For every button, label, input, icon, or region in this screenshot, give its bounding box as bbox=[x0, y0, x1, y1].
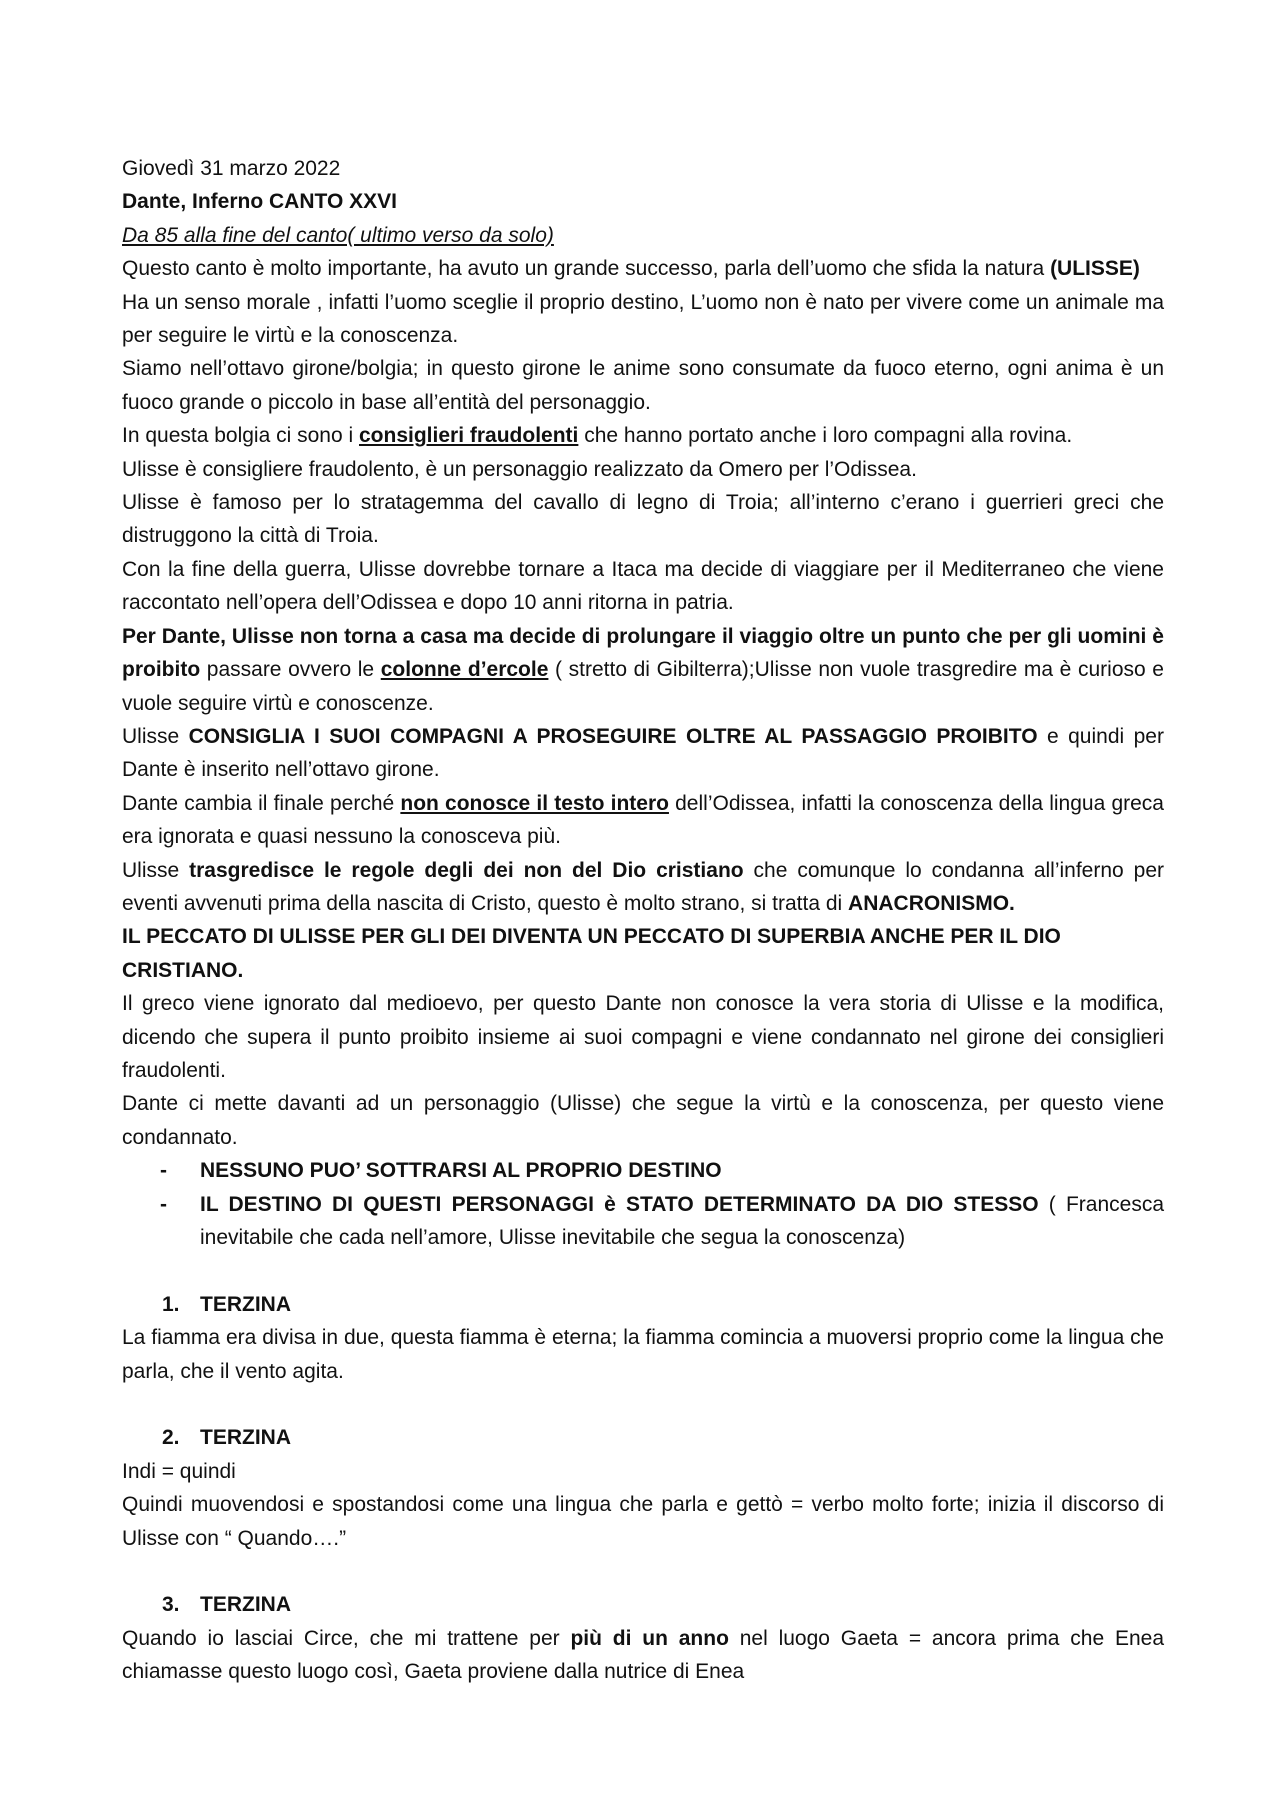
section-label: TERZINA bbox=[200, 1593, 291, 1617]
bold-run: trasgredisce le regole degli dei non del Dio cristiano bbox=[189, 858, 744, 882]
section-number: 3. bbox=[162, 1593, 180, 1617]
bold-underline-run: non conosce il testo intero bbox=[400, 791, 669, 815]
text-run: ( Francesca inevitabile che cada nell’amore, Ulisse inevitabile che segua la conoscenza) bbox=[200, 1192, 1164, 1249]
paragraph-troia: Ulisse è famoso per lo stratagemma del cavallo di legno di Troia; all’interno c’erano i guerrieri greci che distruggono la città di Troia. bbox=[122, 491, 1164, 548]
bold-run: IL DESTINO DI QUESTI PERSONAGGI è STATO DETERMINATO DA DIO STESSO bbox=[200, 1192, 1039, 1216]
paragraph-terzina-1: La fiamma era divisa in due, questa fiamma è eterna; la fiamma comincia a muoversi proprio come la lingua che parla, che il vento agita. bbox=[122, 1326, 1164, 1383]
section-heading-terzina-3 bbox=[122, 1588, 1164, 1621]
bullet-list bbox=[122, 1154, 1164, 1254]
document-subtitle: Da 85 alla fine del canto( ultimo verso da solo) bbox=[122, 223, 554, 247]
section-number: 2. bbox=[162, 1426, 180, 1450]
bold-run: ANACRONISMO. bbox=[848, 891, 1015, 915]
text-run: che comunque lo condanna all’inferno per eventi avvenuti prima della nascita di Cristo, questo è molto strano, si tratta di bbox=[122, 858, 1165, 915]
paragraph-bolgia: Siamo nell’ottavo girone/bolgia; in questo girone le anime sono consumate da fuoco eterno, ogni anima è un fuoco grande o piccolo in base all’entità del personaggio. bbox=[122, 357, 1164, 414]
text-run: Questo canto è molto importante, ha avuto un grande successo, parla dell’uomo che sfida la natura bbox=[122, 257, 1051, 281]
bullet-marker: - bbox=[160, 1159, 167, 1183]
spacer bbox=[122, 1254, 1164, 1287]
text-run: che hanno portato anche i loro compagni alla rovina. bbox=[578, 424, 1073, 448]
text-run: e quindi per Dante è inserito nell’ottavo girone. bbox=[122, 724, 1164, 782]
document-body bbox=[122, 152, 1164, 1689]
list-item-text: NESSUNO PUO’ SOTTRARSI AL PROPRIO DESTINO bbox=[200, 1159, 722, 1183]
list-item bbox=[122, 1154, 1164, 1187]
section-label: TERZINA bbox=[200, 1292, 291, 1316]
text-run: Ulisse bbox=[122, 858, 190, 882]
paragraph-trasgredisce bbox=[122, 854, 1164, 921]
paragraph-terzina-2: Quindi muovendosi e spostandosi come una lingua che parla e gettò = verbo molto forte; inizia il discorso di Ulisse con “ Quando….” bbox=[122, 1493, 1164, 1550]
section-heading-terzina-2 bbox=[122, 1421, 1164, 1454]
date-line: Giovedì 31 marzo 2022 bbox=[122, 157, 341, 180]
paragraph-greco: Il greco viene ignorato dal medioevo, per questo Dante non conosce la vera storia di Ulisse e la modifica, dicendo che supera il punto proibito insieme ai suoi compagni e viene condannato nel girone dei consiglieri fraudolenti. bbox=[122, 992, 1164, 1082]
bold-run: Per Dante, Ulisse non torna a casa ma decide di prolungare il viaggio oltre un punto che per gli uomini è proibito bbox=[122, 624, 1164, 682]
text-run: Ulisse bbox=[122, 724, 189, 748]
paragraph-intro bbox=[122, 252, 1164, 285]
document-title: Dante, Inferno CANTO XXVI bbox=[122, 190, 397, 214]
text-run: Quando io lasciai Circe, che mi trattene per bbox=[122, 1626, 571, 1650]
paragraph-itaca: Con la fine della guerra, Ulisse dovrebbe tornare a Itaca ma decide di viaggiare per il Mediterraneo che viene raccontato nell’opera dell’Odissea e dopo 10 anni ritorna in patria. bbox=[122, 557, 1164, 615]
bold-run: più di un anno bbox=[570, 1626, 729, 1650]
section-heading-terzina-1 bbox=[122, 1288, 1164, 1321]
bold-run: CONSIGLIA I SUOI COMPAGNI A PROSEGUIRE OLTRE AL PASSAGGIO PROIBITO bbox=[188, 724, 1038, 748]
text-run: dell’Odissea, infatti la conoscenza della lingua greca era ignorata e quasi nessuno la conosceva più. bbox=[122, 791, 1164, 849]
section-number: 1. bbox=[162, 1292, 180, 1316]
text-run: Dante cambia il finale perché bbox=[122, 791, 401, 815]
paragraph-condannato: Dante ci mette davanti ad un personaggio (Ulisse) che segue la virtù e la conoscenza, per questo viene condannato. bbox=[122, 1092, 1164, 1149]
list-item bbox=[122, 1188, 1164, 1255]
text-run: ( stretto di Gibilterra);Ulisse non vuole trasgredire ma è curioso e vuole seguire virtù e conoscenze. bbox=[122, 658, 1164, 715]
paragraph-consiglieri bbox=[122, 419, 1164, 452]
paragraph-consiglia bbox=[122, 720, 1164, 787]
section-label: TERZINA bbox=[200, 1426, 291, 1450]
bullet-marker: - bbox=[160, 1192, 167, 1216]
paragraph-peccato: IL PECCATO DI ULISSE PER GLI DEI DIVENTA UN PECCATO DI SUPERBIA ANCHE PER IL DIO CRISTIANO. bbox=[122, 925, 1061, 982]
text-run: In questa bolgia ci sono i bbox=[122, 424, 359, 448]
paragraph-indi: Indi = quindi bbox=[122, 1459, 236, 1483]
paragraph-ulisse-omero: Ulisse è consigliere fraudolento, è un personaggio realizzato da Omero per l’Odissea. bbox=[122, 457, 917, 481]
bold-underline-run: consiglieri fraudolenti bbox=[359, 424, 579, 448]
paragraph-moral: Ha un senso morale , infatti l’uomo sceglie il proprio destino, L’uomo non è nato per vivere come un animale ma per seguire le virtù e la conoscenza. bbox=[122, 290, 1164, 348]
spacer bbox=[122, 1388, 1164, 1421]
paragraph-colonne bbox=[122, 620, 1164, 720]
spacer bbox=[122, 1555, 1164, 1588]
paragraph-terzina-3 bbox=[122, 1622, 1164, 1689]
bold-underline-run: colonne d’ercole bbox=[380, 658, 549, 682]
bold-run: (ULISSE) bbox=[1050, 257, 1140, 281]
text-run: nel luogo Gaeta = ancora prima che Enea chiamasse questo luogo così, Gaeta proviene dalla nutrice di Enea bbox=[122, 1626, 1164, 1684]
text-run: passare ovvero le bbox=[200, 658, 381, 682]
paragraph-finale bbox=[122, 787, 1164, 854]
